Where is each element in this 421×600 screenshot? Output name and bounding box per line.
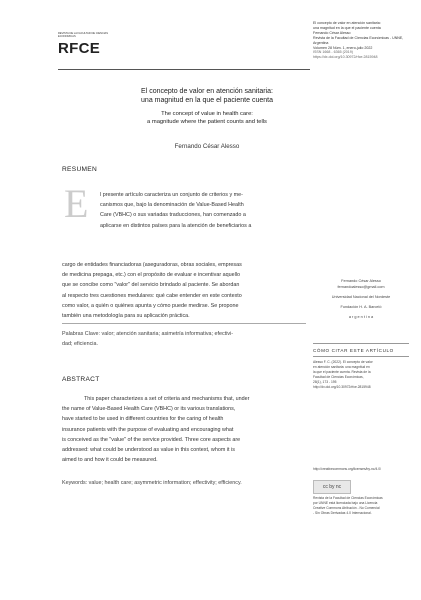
header-doi: https://dx.doi.org/10.30972/rfce.2815948	[313, 55, 378, 60]
article-title-en	[100, 111, 314, 127]
header-issn: ISSN 1668 - 6365 (2019)	[313, 50, 353, 55]
resumen-line: l presente artículo caracteriza un conjunto de criterios y me-	[100, 192, 243, 198]
header-author: Fernando César Alesso	[313, 30, 351, 35]
sidebar-divider-2	[313, 356, 409, 357]
cite-line: 28(1), 173 - 195	[313, 380, 337, 384]
resumen-line: al respecto tres cuestiones medulares: qué cabe entender en este contexto	[62, 292, 242, 299]
cc-license-icon: cc by nc	[313, 480, 351, 494]
abstract-line: the name of Value-Based Health Care (VBHC) or its various translations,	[62, 406, 236, 413]
cite-line: en atención sanitaria: una magnitud en	[313, 365, 370, 369]
resumen-line: cargo de entidades financiadoras (aseguradoras, obras sociales, empresas	[62, 262, 242, 268]
license-text	[313, 496, 409, 516]
cite-line: Alesso F. C. (2022). El concepto de valor	[313, 360, 373, 364]
resumen-line: también una metodología para su aplicación práctica.	[62, 313, 190, 320]
sidebar-affiliation1: Universidad Nacional del Nordeste	[331, 295, 391, 299]
article-author: Fernando César Alesso	[174, 143, 240, 150]
drop-cap: E	[64, 181, 89, 226]
title-es-line1: El concepto de valor en atención sanitaria:	[141, 88, 273, 95]
resumen-line: canismos que, bajo la denominación de Value-Based Health	[100, 202, 244, 209]
abstract-line: addressed: what could be understood as value in this context, whom it is	[62, 447, 235, 454]
license-line: - Sin Obras Derivadas 4.0 Internacional.	[313, 511, 372, 515]
resumen-divider	[62, 323, 306, 324]
journal-logo: RFCE	[58, 40, 101, 57]
title-es-line2: una magnitud en la que el paciente cuenta	[141, 96, 273, 104]
cite-block	[313, 360, 409, 390]
header-divider	[58, 69, 310, 70]
sidebar-country: a r g e n t i n a	[348, 315, 374, 319]
sidebar-author-name: Fernando César Alesso	[341, 279, 381, 283]
running-header	[313, 21, 409, 60]
resumen-line: de medicina prepaga, etc.) con el propósito de evaluar e incentivar aquello	[62, 272, 241, 279]
header-title-line2: una magnitud en la que el paciente cuenta	[313, 25, 381, 30]
abstract-keywords: Keywords: value; health care; asymmetric information; effectivity; efficiency.	[62, 480, 242, 486]
cite-doi-link[interactable]: http://dx.doi.org/10.30972/rfce.2815948	[313, 385, 371, 389]
resumen-line: Care (VBHC) o sus variadas traducciones, han comenzado a	[100, 212, 246, 219]
abstract-line: This paper characterizes a set of criteria and mechanisms that, under	[84, 396, 250, 402]
header-volume: Volumen 28 Núm. 1, enero-julio 2022	[313, 45, 373, 50]
sidebar-affiliation2: Fundación H. A. Barceló	[340, 305, 382, 309]
license-line: Revista de la Facultad de Ciencias Económicas	[313, 496, 383, 500]
header-journal: Revista de la Facultad de Ciencias Económicas - UNNE, Argentina	[313, 35, 404, 45]
abstract-line: is conceived as the "value" of the service provided. Three core aspects are	[62, 436, 241, 443]
title-en-line2: a magnitude where the patient counts and tells	[147, 118, 267, 125]
header-title-line1: El concepto de valor en atención sanitaria:	[313, 21, 381, 25]
abstract-line: insurance patients with the purpose of evaluating and encouraging what	[62, 426, 234, 433]
keywords-line1: Palabras Clave: valor; atención sanitaria; asimetría informativa; efectivi-	[62, 331, 234, 337]
abstract-line: have started to be used in different countries for the caring of health	[62, 416, 224, 423]
title-en-line1: The concept of value in health care:	[161, 111, 253, 117]
cite-line: Facultad de Ciencias Económicas,	[313, 375, 364, 379]
resumen-line: que se concibe como "valor" del servicio brindado al paciente. Se abordan	[62, 282, 240, 289]
sidebar-author-email[interactable]: fernandoalesso@gmail.com	[337, 285, 385, 289]
sidebar-divider-1	[313, 343, 409, 344]
abstract-heading: ABSTRACT	[62, 376, 100, 383]
resumen-lines-indented	[100, 190, 306, 231]
resumen-heading: RESUMEN	[62, 166, 98, 173]
license-url[interactable]: http://creativecommons.org/licenses/by-nc/4.0/	[313, 467, 381, 471]
resumen-lines-full	[62, 260, 306, 321]
sidebar-author	[313, 278, 409, 320]
resumen-line: como valor, a quién o quiénes apunta y cómo puede medirse. Se propone	[62, 302, 239, 309]
resumen-keywords	[62, 329, 310, 349]
license-line: por UNNE está licenciada bajo una Licencia	[313, 501, 378, 505]
abstract-line: aimed to and how it could be measured.	[62, 457, 158, 464]
cite-line: la que el paciente cuenta. Revista de la	[313, 370, 371, 374]
license-line: Creative Commons Atribución - No Comercial	[313, 506, 380, 510]
cite-heading: CÓMO CITAR ESTE ARTÍCULO	[313, 348, 394, 353]
abstract-body	[62, 394, 306, 465]
keywords-line2: dad; eficiencia.	[62, 341, 98, 347]
journal-logo-tagline: REVISTA DE LA FACULTAD DE CIENCIAS ECONOMICAS	[58, 32, 109, 38]
article-title-es	[100, 88, 314, 105]
resumen-line: aplicarse en distintos países para la atención de beneficiarios a	[100, 222, 252, 229]
